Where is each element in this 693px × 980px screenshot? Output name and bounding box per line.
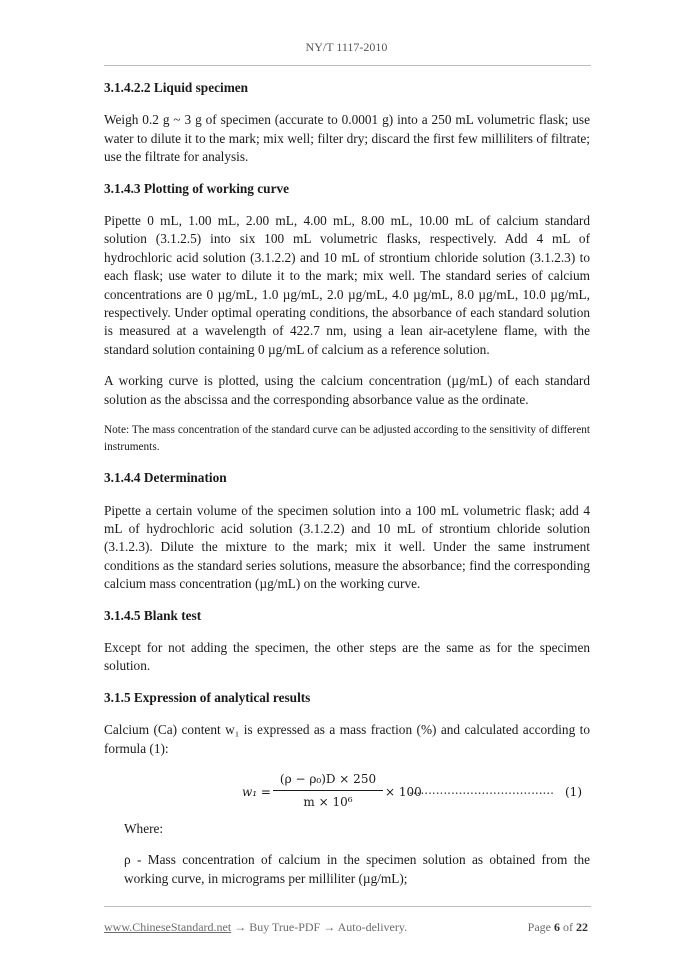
page-of: of [563,920,573,934]
paragraph-working-curve-2: A working curve is plotted, using the calcium concentration (µg/mL) of each standard solution as the abscissa and the corresponding absorbance value as the ordinate. [104,373,590,407]
formula-1 [104,770,590,818]
page-label: Page [527,920,551,934]
formula-lhs: w₁ = [242,784,271,799]
paragraph-blank-test: Except for not adding the specimen, the other steps are the same as for the specimen solution. [104,639,590,674]
header-rule [104,65,591,66]
paragraph-determination: Pipette a certain volume of the specimen solution into a 100 mL volumetric flask; add 4 mL of hydrochloric acid solution (3.1.2.2) and 10 mL of strontium chloride solution (3.1.2.3). Dilute the mixture to the mark; mix it well. Under the same instrument conditions as the standard series solutions, measure the absorbance; find the corresponding calcium mass concentration (µg/mL) on the working curve. [104,502,590,592]
page-indicator [528,920,588,935]
formula-leader-dots: ...................................... [409,782,554,797]
paragraph-working-curve-1: Pipette 0 mL, 1.00 mL, 2.00 mL, 4.00 mL, 8.00 mL, 10.00 mL of calcium standard solution (3.1.2.5) into six 100 mL volumetric flasks, respectively. Add 4 mL of hydrochloric acid solution (3.1.2.2) and 10 mL of strontium chloride solution (3.1.2.3) to each flask; use water to dilute it to the mark; mix well. The standard series of calcium concentrations are 0 µg/mL, 1.0 µg/mL, 2.0 µg/mL, 4.0 µg/mL, 8.0 µg/mL, 10.0 µg/mL, respectively. Under optimal operating conditions, the absorbance of each standard solution is measured at a wavelength of 422.7 nm, using a lean air-acetylene flame, with the standard solution containing 0 µg/mL of calcium as a reference solution. [104,213,590,357]
formula-denominator: m × 10⁶ [303,795,353,810]
footer-delivery-text: → Buy True-PDF → Auto-delivery. [231,920,408,934]
heading-determination: 3.1.4.4 Determination [104,470,227,486]
document-body [104,79,590,888]
paragraph-expression-results: Calcium (Ca) content w₁ is expressed as a mass fraction (%) and calculated according to formula (1): [104,722,590,756]
heading-expression-results: 3.1.5 Expression of analytical results [104,689,311,705]
formula-number: (1) [565,784,582,799]
document-header: NY/T 1117-2010 [305,40,388,54]
formula-fraction [273,770,383,812]
page-total: 22 [576,920,588,934]
heading-liquid-specimen: 3.1.4.2.2 Liquid specimen [104,80,249,95]
heading-blank-test: 3.1.4.5 Blank test [104,607,202,623]
note-text: Note: The mass concentration of the standard curve can be adjusted according to the sensitivity of different instruments. [104,424,590,454]
formula-multiplier: × 100 [385,784,422,799]
site-link[interactable]: www.ChineseStandard.net [104,920,232,934]
paragraph-rho-definition: ρ - Mass concentration of calcium in the specimen solution as obtained from the working curve, in micrograms per milliliter (µg/mL); [124,852,590,886]
footer-promo [104,920,407,935]
formula-numerator: (ρ − ρ₀)D × 250 [273,770,383,791]
paragraph-liquid-specimen: Weigh 0.2 g ~ 3 g of specimen (accurate to 0.0001 g) into a 250 mL volumetric flask; use water to dilute it to the mark; mix well; filter dry; discard the first few milliliters of filtrate; use the filtrate for analysis. [104,112,590,165]
footer-rule [104,906,591,907]
heading-working-curve: 3.1.4.3 Plotting of working curve [104,180,290,196]
page-current: 6 [554,920,560,934]
where-label: Where: [124,820,164,836]
